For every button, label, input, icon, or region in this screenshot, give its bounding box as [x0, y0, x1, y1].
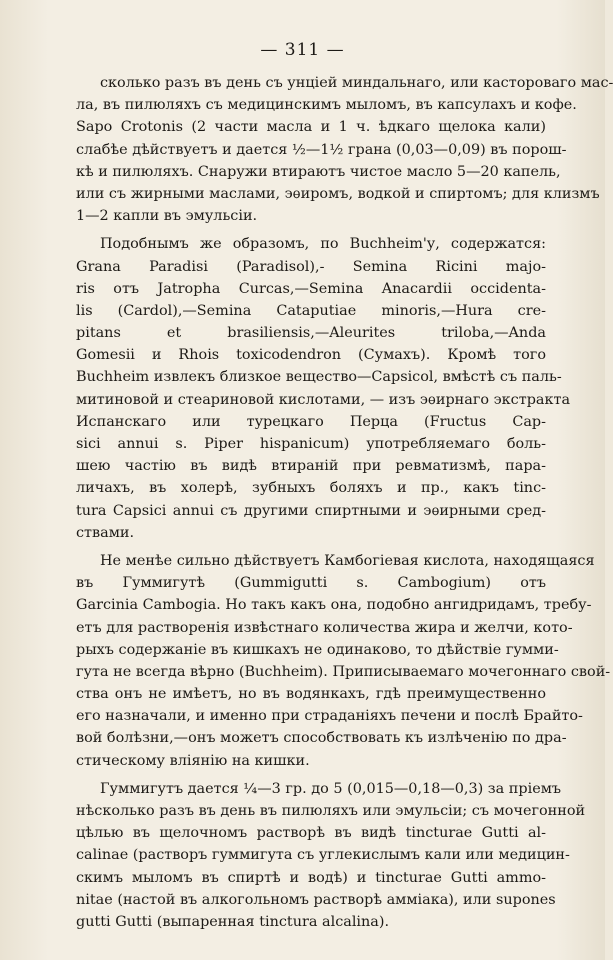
- text-line: Не менѣе сильно дѣйствуетъ Камбогіевая кислота, находящаяся: [100, 552, 595, 569]
- text-line: Garcinia Cambogia. Но такъ какъ она, подобно ангидридамъ, требу-: [76, 597, 592, 614]
- text-line: Grana Paradisi (Paradisol),- Semina Ricini majo-: [76, 258, 546, 275]
- text-line: личахъ, въ холерѣ, зубныхъ боляхъ и пр., какъ tinc-: [76, 480, 546, 497]
- text-line: Gomesii и Rhois toxicodendron (Сумахъ). Кромѣ того: [76, 347, 546, 364]
- text-line: ris отъ Jatropha Curcas,—Semina Anacardii occidenta-: [76, 280, 546, 297]
- text-line: шею частію въ видѣ втираній при ревматизмѣ, пара-: [76, 458, 546, 475]
- text-line: gutti Gutti (выпаренная tinctura alcalina).: [76, 913, 390, 930]
- paragraph: [76, 550, 611, 772]
- paragraph: [76, 72, 613, 227]
- text-line: ствами.: [76, 524, 135, 541]
- text-line: кѣ и пилюляхъ. Снаружи втираютъ чистое масло 5—20 капель,: [76, 163, 561, 180]
- text-line: въ Гуммигутѣ (Gummigutti s. Cambogium) отъ: [76, 575, 546, 592]
- text-line: гута не всегда вѣрно (Buchheim). Приписываемаго мочегоннаго свой-: [76, 663, 611, 680]
- text-line: calinae (растворъ гуммигута съ углекислымъ кали или медицин-: [76, 847, 570, 864]
- text-line: pitans et brasiliensis,—Aleurites triloba,—Anda: [76, 325, 546, 342]
- text-line: Гуммигутъ дается ¼—3 гр. до 5 (0,015—0,18—0,3) за пріемъ: [100, 780, 562, 797]
- text-line: lis (Cardol),—Semina Cataputiae minoris,—Hura cre-: [76, 302, 546, 319]
- text-line: ства онъ не имѣетъ, но въ водянкахъ, гдѣ преимущественно: [76, 686, 546, 703]
- text-line: митиновой и стеариновой кислотами, — изъ эѳирнаго экстракта: [76, 391, 571, 408]
- text-line: nitae (настой въ алкогольномъ растворѣ амміака), или supones: [76, 891, 556, 908]
- text-line: 1—2 капли въ эмульсіи.: [76, 208, 258, 225]
- text-body: [76, 72, 613, 933]
- paragraph: [76, 233, 571, 544]
- text-line: Buchheim извлекъ близкое вещество—Capsicol, вмѣстѣ съ паль-: [76, 369, 562, 386]
- page-number: — 311 —: [260, 40, 345, 60]
- text-line: етъ для растворенія извѣстнаго количества жира и желчи, кото-: [76, 619, 573, 636]
- text-line: слабѣе дѣйствуетъ и дается ½—1½ грана (0,03—0,09) въ порош-: [76, 141, 567, 158]
- text-line: цѣлью въ щелочномъ растворѣ въ видѣ tincturae Gutti al-: [76, 825, 546, 842]
- text-line: Sapo Crotonis (2 части масла и 1 ч. ѣдкаго щелока кали): [76, 119, 546, 136]
- text-line: tura Capsici annui съ другими спиртными и эѳирными сред-: [76, 502, 546, 519]
- text-line: скимъ мыломъ въ спиртѣ и водѣ) и tincturae Gutti ammo-: [76, 869, 546, 886]
- text-line: Испанскаго или турецкаго Перца (Fructus Cap-: [76, 413, 546, 430]
- paragraph: [76, 778, 586, 933]
- text-line: нѣсколько разъ въ день въ пилюляхъ или эмульсіи; съ мочегонной: [76, 803, 586, 819]
- text-line: sici annui s. Piper hispanicum) употребляемаго боль-: [76, 436, 546, 452]
- text-line: стическому вліянію на кишки.: [76, 752, 310, 769]
- text-line: рыхъ содержаніе въ кишкахъ не одинаково, то дѣйствіе гумми-: [76, 641, 559, 658]
- text-line: вой болѣзни,—онъ можетъ способствовать къ излѣченію по дра-: [76, 730, 567, 747]
- text-line: или съ жирными маслами, эѳиромъ, водкой и спиртомъ; для клизмъ: [76, 185, 600, 202]
- text-line: сколько разъ въ день съ унціей миндальнаго, или касторовaго мас-: [100, 75, 613, 91]
- text-line: ла, въ пилюляхъ съ медицинскимъ мыломъ, въ капсулахъ и кофе.: [76, 97, 577, 114]
- text-line: Подобнымъ же образомъ, по Buchheim'у, содержатся:: [100, 236, 546, 253]
- text-line: его назначали, и именно при страданіяхъ печени и послѣ Брайто-: [76, 708, 583, 725]
